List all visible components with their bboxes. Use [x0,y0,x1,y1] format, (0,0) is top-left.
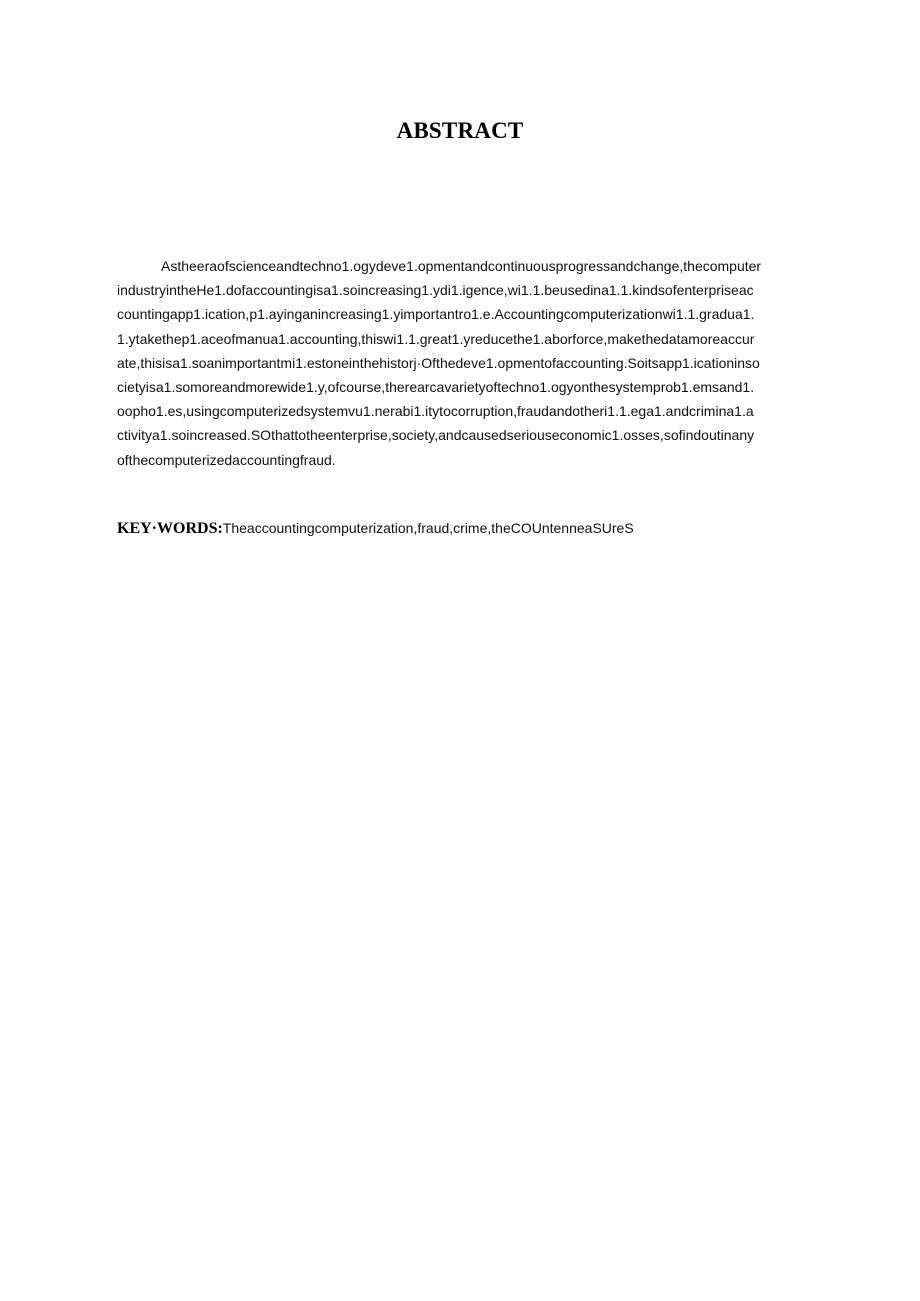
page-title: ABSTRACT [396,118,524,143]
paragraph-line: oopho1.es,usingcomputerizedsystemvu1.nerabi1.itytocorruption,fraudandotheri1.1.ega1.andcrimina1.a [117,403,754,420]
paragraph-line: industryintheHe1.dofaccountingisa1.soincreasing1.ydi1.igence,wi1.1.beusedina1.1.kindsofenterpriseac [117,282,754,299]
keywords-label: KEY·WORDS: [117,520,223,537]
paragraph-line: Astheeraofscienceandtechno1.ogydeve1.opmentandcontinuousprogressandchange,thecomputer [161,258,762,274]
paragraph-line: 1.ytakethep1.aceofmanua1.accounting,thiswi1.1.great1.yreducethe1.aborforce,makethedatamoreaccur [117,330,755,347]
paragraph-line: ate,thisisa1.soanimportantmi1.estoneinthehistorj·Ofthedeve1.opmentofaccounting.Soitsapp1.icationinso [117,354,760,371]
abstract-paragraph [117,254,807,472]
paragraph-line: cietyisa1.somoreandmorewide1.y,ofcourse,therearcavarietyoftechno1.ogyonthesystemprob1.emsand1. [117,379,755,396]
keywords-text: Theaccountingcomputerization,fraud,crime,theCOUntenneaSUreS [222,520,634,536]
paragraph-line: countingapp1.ication,p1.ayinganincreasing1.yimportantro1.e.Accountingcomputerizationwi1.1.gradua1. [117,306,755,323]
paragraph-line: ctivitya1.soincreased.SOthattotheenterprise,society,andcausedseriouseconomic1.osses,sofindoutinany [117,427,755,444]
keywords-line [117,520,807,538]
paragraph-line: ofthecomputerizedaccountingfraud. [117,451,336,468]
